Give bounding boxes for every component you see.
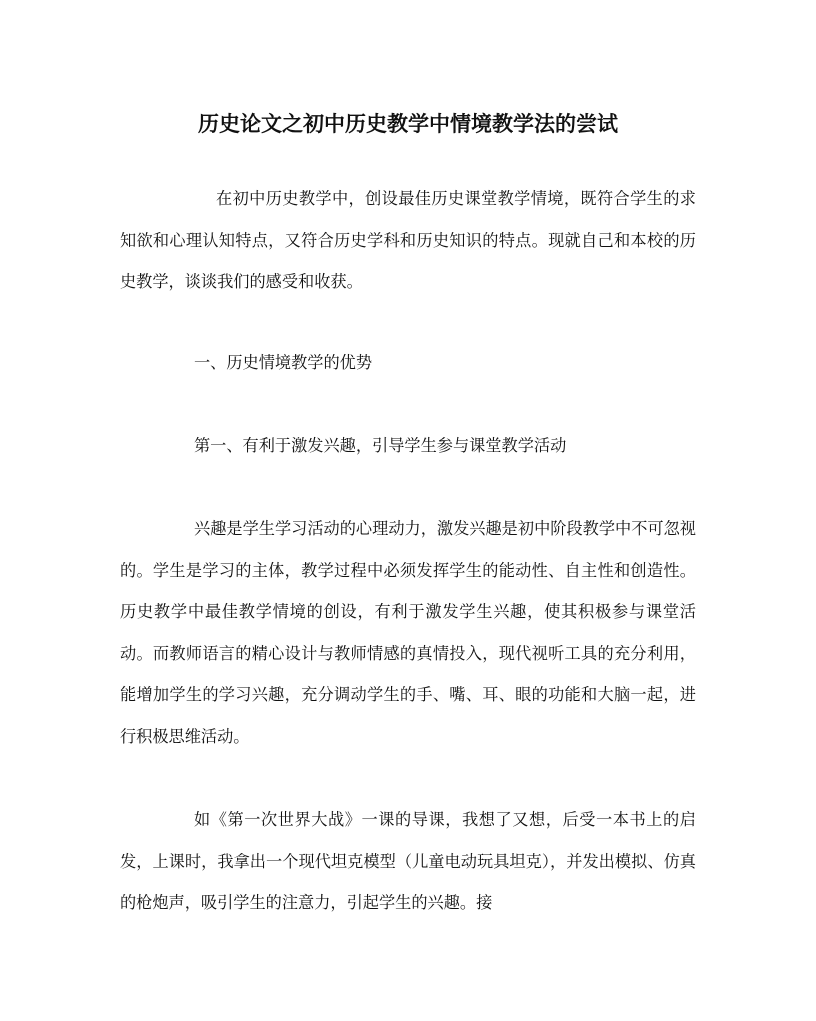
document-title: 历史论文之初中历史教学中情境教学法的尝试	[198, 111, 618, 136]
paragraph-example: 如《第一次世界大战》一课的导课，我想了又想，后受一本书上的启发，上课时，我拿出一个现代坦克模型（儿童电动玩具坦克），并发出模拟、仿真的枪炮声，吸引学生的注意力，引起学生的兴趣。接	[120, 810, 696, 912]
paragraph-interest: 兴趣是学生学习活动的心理动力，激发兴趣是初中阶段教学中不可忽视的。学生是学习的主体，教学过程中必须发挥学生的能动性、自主性和创造性。历史教学中最佳教学情境的创设，有利于激发学生兴趣，使其积极参与课堂活动。而教师语言的精心设计与教师情感的真情投入，现代视听工具的充分利用，能增加学生的学习兴趣，充分调动学生的手、嘴、耳、眼的功能和大脑一起，进行积极思维活动。	[120, 519, 696, 746]
paragraph-intro: 在初中历史教学中，创设最佳历史课堂教学情境，既符合学生的求知欲和心理认知特点，又符合历史学科和历史知识的特点。现就自己和本校的历史教学，谈谈我们的感受和收获。	[120, 189, 696, 291]
subsection-heading: 第一、有利于激发兴趣，引导学生参与课堂教学活动	[194, 436, 567, 455]
section-heading: 一、历史情境教学的优势	[194, 353, 373, 372]
